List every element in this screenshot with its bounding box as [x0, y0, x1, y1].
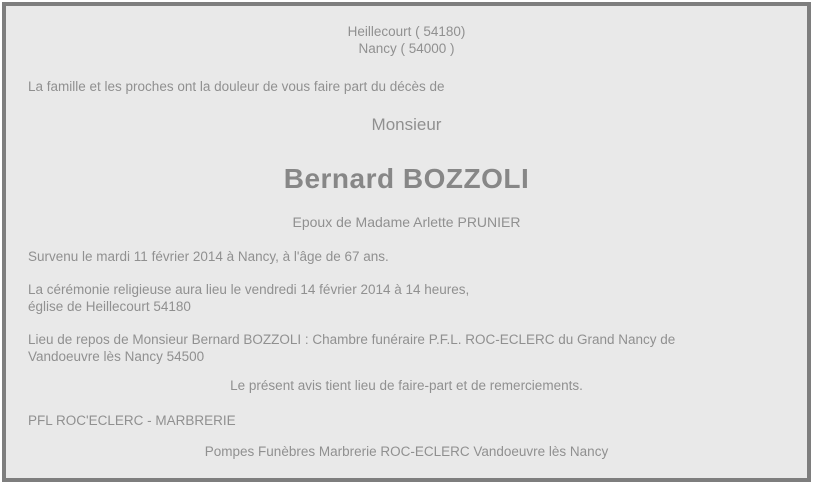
ceremony-line-1: La cérémonie religieuse aura lieu le vendredi 14 février 2014 à 14 heures,: [28, 282, 470, 297]
death-notice-content: [6, 6, 807, 460]
closing-line: Le présent avis tient lieu de faire-part et de remerciements.: [230, 378, 583, 393]
death-line: Survenu le mardi 11 février 2014 à Nancy, à l'âge de 67 ans.: [28, 249, 389, 264]
locations-block: [28, 23, 785, 57]
deceased-name: Bernard BOZZOLI: [283, 163, 530, 194]
location-line-2: Nancy ( 54000 ): [358, 41, 455, 56]
footer-line: Pompes Funèbres Marbrerie ROC-ECLERC Vandoeuvre lès Nancy: [204, 444, 609, 459]
spouse-line: Epoux de Madame Arlette PRUNIER: [292, 214, 521, 230]
intro-text: La famille et les proches ont la douleur de vous faire part du décès de: [28, 79, 445, 94]
ceremony-line-2: église de Heillecourt 54180: [28, 299, 191, 314]
funeral-company: PFL ROC'ECLERC - MARBRERIE: [28, 413, 236, 428]
repose-line-2: Vandoeuvre lès Nancy 54500: [28, 349, 205, 364]
location-line-1: Heillecourt ( 54180): [347, 24, 466, 39]
civility-title: Monsieur: [371, 115, 442, 134]
ceremony-block: [28, 281, 785, 315]
repose-line-1: Lieu de repos de Monsieur Bernard BOZZOLI : Chambre funéraire P.F.L. ROC-ECLERC du Grand Nancy de: [28, 332, 676, 347]
death-notice-card: [2, 2, 811, 482]
repose-block: [28, 331, 785, 365]
